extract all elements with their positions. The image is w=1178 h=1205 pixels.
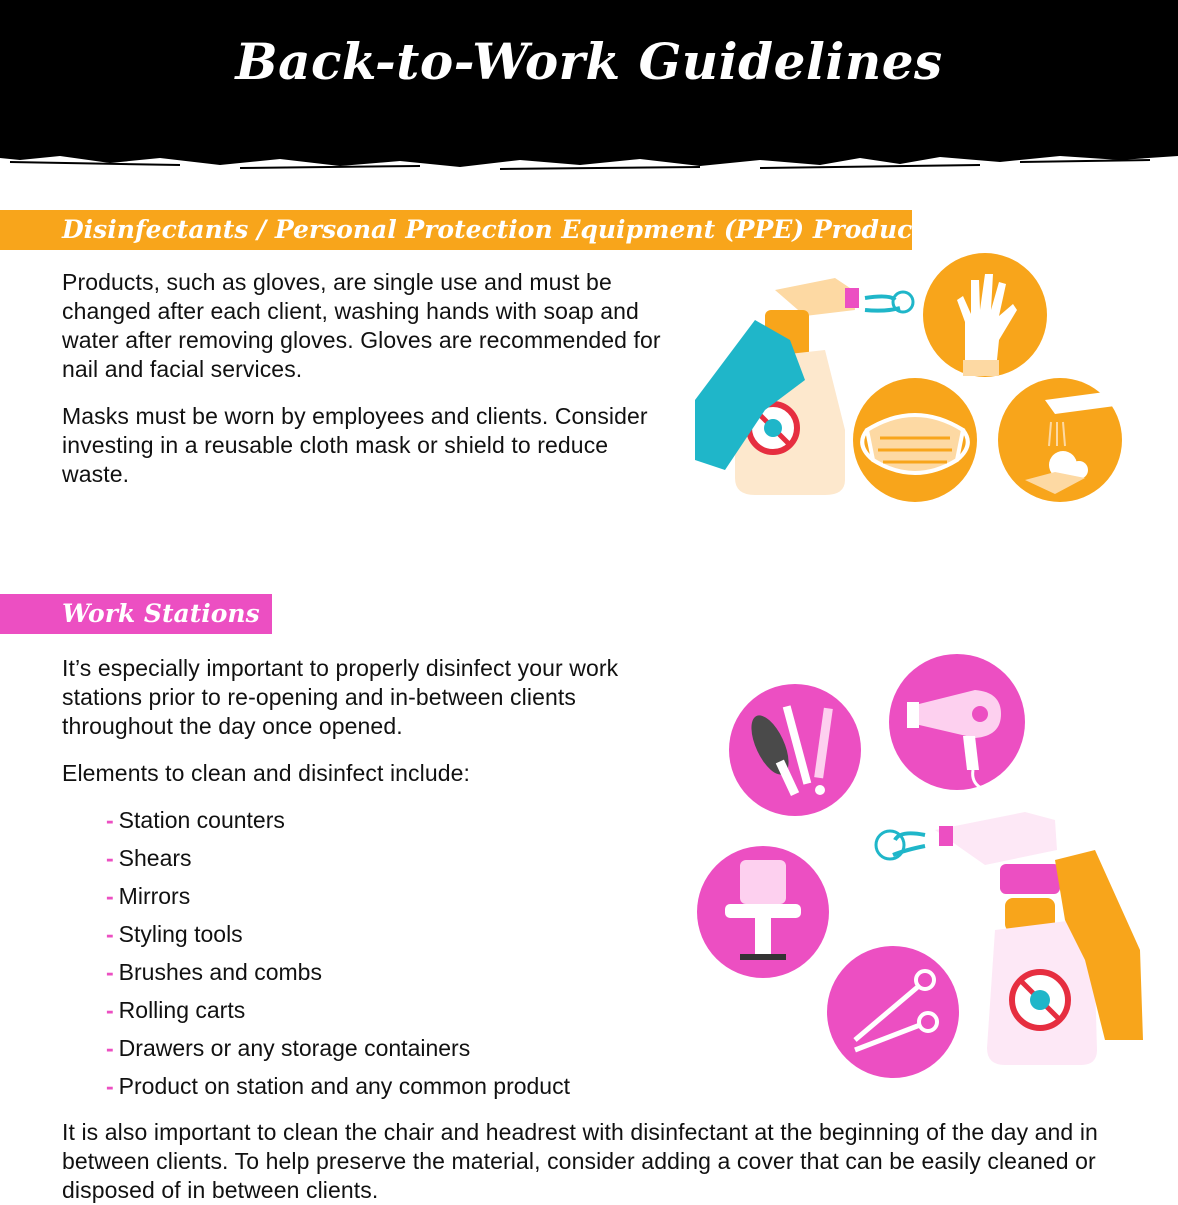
brush-stroke-divider: [0, 138, 1178, 188]
section-title-ppe: Disinfectants / Personal Protection Equipment (PPE) Products: [0, 210, 912, 250]
list-item: - Station counters: [106, 807, 285, 833]
list-item: - Brushes and combs: [106, 959, 322, 985]
face-mask-icon: [853, 378, 977, 502]
brush-comb-icon: [729, 684, 861, 816]
list-item: - Drawers or any storage containers: [106, 1035, 471, 1061]
ws-paragraph-intro: It’s especially important to properly disinfect your work stations prior to re-opening and in-between clients throughout the day once opened.: [62, 655, 619, 739]
list-item: - Mirrors: [106, 883, 191, 909]
scissors-icon: [827, 946, 959, 1078]
list-item: - Shears: [106, 845, 192, 871]
glove-icon: [923, 253, 1047, 377]
work-stations-illustration: [695, 650, 1145, 1090]
ppe-illustration: [695, 250, 1135, 510]
header-banner: [0, 0, 1178, 150]
section-title-work-stations: Work Stations: [0, 594, 272, 634]
salon-chair-icon: [697, 846, 829, 978]
ppe-paragraph-gloves: Products, such as gloves, are single use and must be changed after each client, washing hands with soap and water after removing gloves. Gloves are recommended for nail and facial services.: [62, 269, 661, 382]
cleaning-items-list: [106, 805, 570, 1109]
hair-dryer-icon: [889, 654, 1025, 790]
ppe-paragraph-masks: Masks must be worn by employees and clients. Consider investing in a reusable cloth mask or shield to reduce waste.: [62, 403, 648, 487]
list-item: - Product on station and any common product: [106, 1073, 570, 1099]
list-item: - Styling tools: [106, 921, 243, 947]
list-item: - Rolling carts: [106, 997, 246, 1023]
hand-washing-icon: [998, 378, 1122, 502]
page-title: Back-to-Work Guidelines: [235, 32, 943, 91]
ws-paragraph-closing: It is also important to clean the chair and headrest with disinfectant at the beginning of the day and in between clients. To help preserve the material, consider adding a cover that can be easily cleaned or disposed of in between clients.: [62, 1119, 1098, 1203]
ws-paragraph-elements: Elements to clean and disinfect include:: [62, 760, 471, 786]
